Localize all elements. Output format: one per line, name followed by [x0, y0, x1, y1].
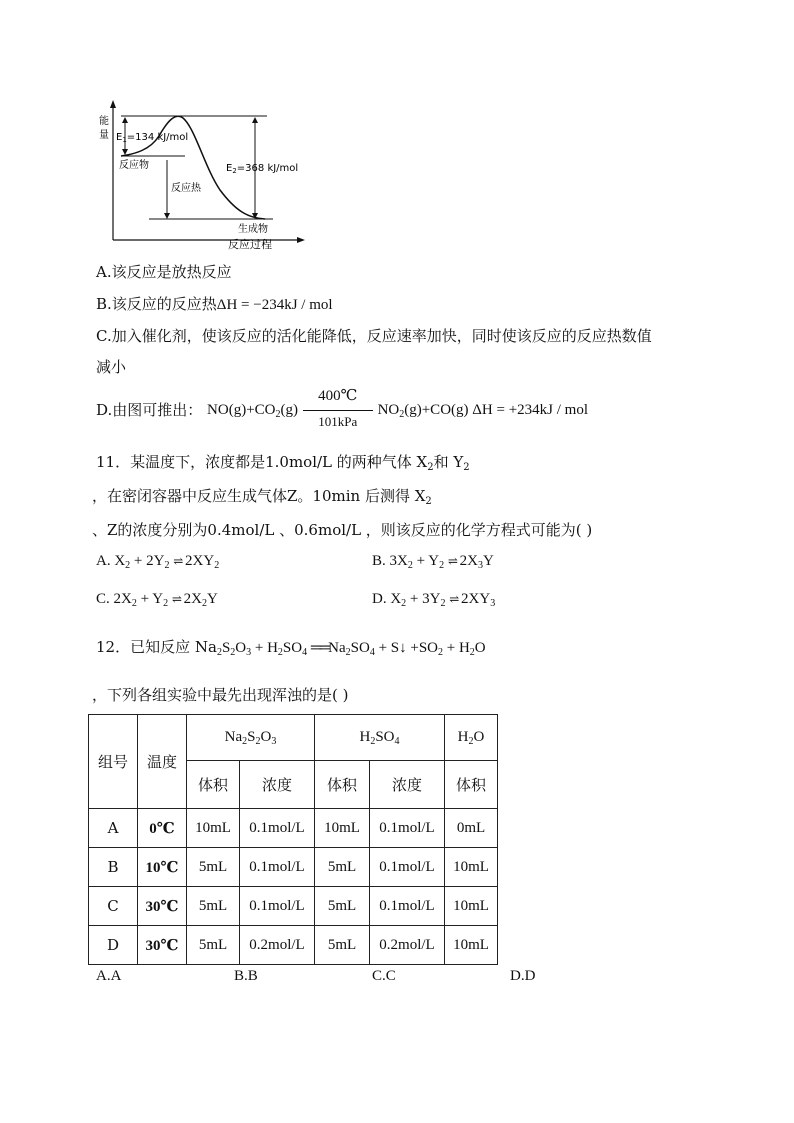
- q10-option-a[interactable]: A.该反应是放热反应: [96, 263, 232, 281]
- q10-option-d[interactable]: D.由图可推出： $NO(g)+CO_2(g)$ $\frac{400℃}{\text{101kPa}}$ $NO_2(g)+CO(g) \Delta H = +234kJ$ / mol: [96, 390, 588, 432]
- q10-d-tail: (g)+CO(g) ΔH = +234kJ / mol: [404, 402, 588, 418]
- e1-arrowhead-down-icon: [122, 149, 128, 155]
- q11-option-c[interactable]: C. $2X_2 + Y_2$ ⇌ $2X_2Y$: [96, 591, 218, 609]
- header-conc: 浓度: [370, 761, 445, 809]
- q10-option-b-text: B.该反应的反应热: [96, 295, 217, 313]
- x-axis-label: 反应过程: [228, 238, 272, 250]
- q10-option-b[interactable]: [96, 294, 333, 315]
- q11-line1: 11．某温度下，浓度都是1.0mol/L 的两种气体 $X_2$和 $Y_2$: [96, 453, 470, 473]
- y-axis-arrow-icon: [110, 100, 116, 108]
- header-volume: 体积: [445, 761, 498, 809]
- table-row: C 30℃ 5mL 0.1mol/L 5mL 0.1mol/L 10mL: [89, 887, 498, 926]
- header-volume: 体积: [187, 761, 240, 809]
- header-temp: 温度: [138, 715, 187, 809]
- e2-label: $E_2=368$ kJ/mol: [226, 163, 299, 175]
- products-label: 生成物: [238, 224, 268, 235]
- x-axis-arrow-icon: [297, 237, 305, 243]
- energy-diagram: [95, 98, 310, 250]
- header-group: 组号: [89, 715, 138, 809]
- q11-line2: ，在密闭容器中反应生成气体Z。10min 后测得 $X_2$: [92, 487, 432, 507]
- q12-answer-d[interactable]: D.D: [510, 968, 536, 984]
- e1-arrowhead-up-icon: [122, 117, 128, 123]
- q10-option-c-line2: 减小: [96, 358, 127, 376]
- header-na2s2o3: $Na_2S_2O_3$: [187, 715, 315, 761]
- condition-temp: 400℃: [318, 388, 358, 404]
- q12-line2: ，下列各组实验中最先出现浑浊的是( ): [92, 686, 349, 704]
- equilibrium-arrow-icon: ⇌: [447, 554, 456, 568]
- q11-option-a[interactable]: A. $X_2 + 2Y_2$ ⇌ $2XY_2$: [96, 553, 220, 571]
- y-axis-label-1: 能: [99, 116, 109, 127]
- q11-line3: 、Z的浓度分别为0.4mol/L 、0.6mol/L ，则该反应的化学方程式可能为( ): [92, 521, 593, 539]
- q12-answer-b[interactable]: B.B: [234, 968, 258, 984]
- equilibrium-arrow-icon: ⇌: [449, 592, 458, 606]
- e1-label: $E_1=134$ kJ/mol: [116, 132, 189, 144]
- header-h2o: $H_2O$: [445, 715, 498, 761]
- q10-d-right: NO: [377, 402, 400, 418]
- table-row: A 0℃ 10mL 0.1mol/L 10mL 0.1mol/L 0mL: [89, 809, 498, 848]
- q10-option-c-line1[interactable]: C.加入催化剂，使该反应的活化能降低，反应速率加快，同时使该反应的反应热数值: [96, 327, 652, 345]
- q11-option-b[interactable]: B. $3X_2 + Y_2$ ⇌ $2X_3Y$: [372, 553, 494, 571]
- header-volume: 体积: [315, 761, 370, 809]
- q12-answer-c[interactable]: C.C: [372, 968, 396, 984]
- q11-option-d[interactable]: D. $X_2 + 3Y_2$ ⇌ $2XY_3$: [372, 591, 496, 609]
- reaction-heat-label: 反应热: [171, 183, 201, 194]
- q10-d-left: NO(g)+CO: [207, 402, 276, 418]
- condition-pressure: 101kPa: [318, 414, 358, 429]
- experiment-table: [88, 714, 498, 965]
- table-row: D 30℃ 5mL 0.2mol/L 5mL 0.2mol/L 10mL: [89, 926, 498, 965]
- header-h2so4: $H_2SO_4$: [315, 715, 445, 761]
- q12-answer-a[interactable]: A.A: [96, 968, 122, 984]
- table-row: B 10℃ 5mL 0.1mol/L 5mL 0.1mol/L 10mL: [89, 848, 498, 887]
- reactants-label: 反应物: [119, 160, 149, 171]
- e2-arrowhead-up-icon: [252, 117, 258, 123]
- y-axis-label-2: 量: [99, 130, 109, 141]
- reaction-condition: [303, 390, 373, 430]
- header-conc: 浓度: [240, 761, 315, 809]
- q12-line1: 12．已知反应 $Na_2S_2O_3 + H_2SO_4$ $══Na_2SO_4$ + S↓ $+SO_2 + H_2O$: [96, 638, 486, 658]
- equilibrium-arrow-icon: ⇌: [173, 554, 182, 568]
- q10-option-d-prefix: D.由图可推出：: [96, 401, 203, 419]
- heat-arrowhead-down-icon: [164, 213, 170, 219]
- equilibrium-arrow-icon: ⇌: [171, 592, 180, 606]
- q10-option-b-formula: ΔH = −234kJ / mol: [216, 297, 333, 313]
